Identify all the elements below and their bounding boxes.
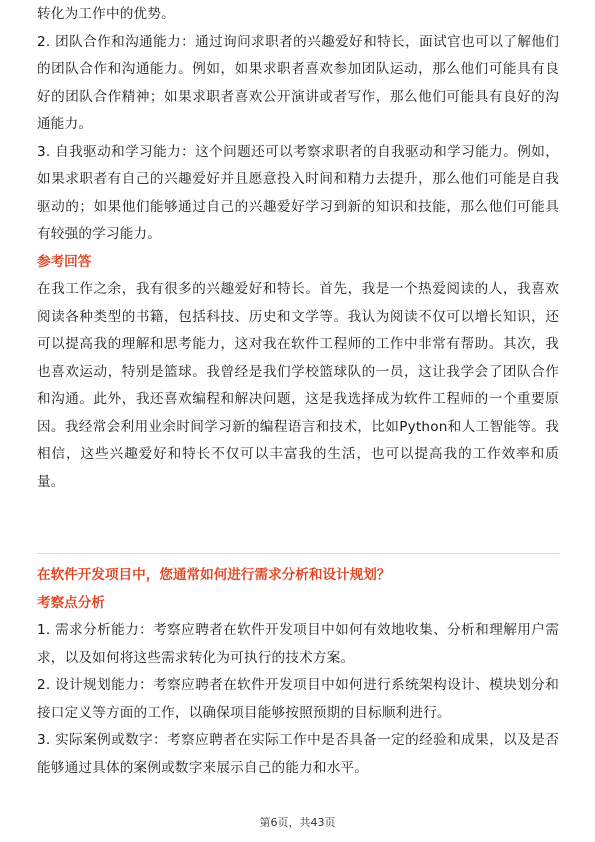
section-requirements — [37, 562, 559, 782]
section-interests-continuation — [37, 1, 559, 496]
reference-answer-label: 参考回答 — [37, 253, 92, 270]
point-teamwork: 2. 团队合作和沟通能力：通过询问求职者的兴趣爱好和特长，面试官也可以了解他们的团队合作和沟通能力。例如，如果求职者喜欢参加团队运动，那么他们可能具有良好的团队合作精神；如果求职者喜欢公开演讲或者写作，那么他们可能具有良好的沟通能力。 — [37, 33, 559, 132]
question-heading: 在软件开发项目中，您通常如何进行需求分析和设计规划？ — [37, 567, 391, 583]
paragraph-continuation: 转化为工作中的优势。 — [37, 6, 175, 22]
point-self-drive: 3. 自我驱动和学习能力：这个问题还可以考察求职者的自我驱动和学习能力。例如，如果求职者有自己的兴趣爱好并且愿意投入时间和精力去提升，那么他们可能是自我驱动的；如果他们能够通过自己的兴趣爱好学习到新的知识和技能，那么他们可能具有较强的学习能力。 — [37, 143, 559, 242]
reference-answer-text: 在我工作之余，我有很多的兴趣爱好和特长。首先，我是一个热爱阅读的人，我喜欢阅读各种类型的书籍，包括科技、历史和文学等。我认为阅读不仅可以增长知识，还可以提高我的理解和思考能力，这对我在软件工程师的工作中非常有帮助。其次，我也喜欢运动，特别是篮球。我曾经是我们学校篮球队的一员，这让我学会了团队合作和沟通。此外，我还喜欢编程和解决问题，这是我选择成为软件工程师的一个重要原因。我经常会利用业余时间学习新的编程语言和技术，比如Python和人工智能等。我相信，这些兴趣爱好和特长不仅可以丰富我的生活，也可以提高我的工作效率和质量。 — [37, 281, 559, 490]
point-design-planning: 2. 设计规划能力：考察应聘者在软件开发项目中如何进行系统架构设计、模块划分和接口定义等方面的工作，以确保项目能够按照预期的目标顺利进行。 — [37, 677, 559, 721]
point-requirements-analysis: 1. 需求分析能力：考察应聘者在软件开发项目中如何有效地收集、分析和理解用户需求，以及如何将这些需求转化为可执行的技术方案。 — [37, 622, 559, 666]
point-case-or-numbers: 3. 实际案例或数字：考察应聘者在实际工作中是否具备一定的经验和成果，以及是否能够通过具体的案例或数字来展示自己的能力和水平。 — [37, 732, 559, 776]
analysis-label: 考察点分析 — [37, 594, 105, 611]
section-divider — [37, 553, 559, 554]
page-number: 第6页，共43页 — [259, 816, 336, 829]
